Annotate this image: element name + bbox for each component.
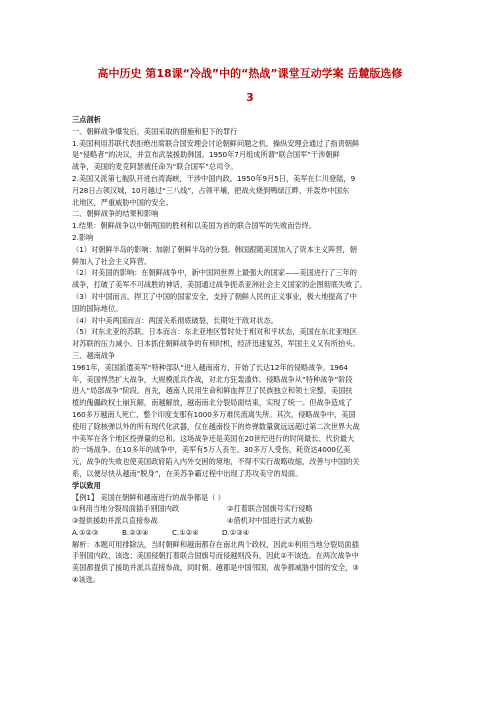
body-line: （1）对朝鲜半岛的影响：加剧了朝鲜半岛的分裂。韩国跟随美国加入了资本主义阵营，朝 <box>72 244 357 254</box>
option-row <box>72 515 432 527</box>
body-line: 是“侵略者”的决议，并宣布武装援助韩国。1950年7月组成所谓“联合国军”干涉朝鲜 <box>72 150 340 160</box>
analysis-line: ④该选。 <box>72 575 101 585</box>
body-line: 2.美国又派第七舰队开进台湾海峡，干涉中国内政。1950年9月5日，美军在仁川登陆，9 <box>72 173 356 183</box>
body-line: 2.影响 <box>72 232 94 242</box>
body-line: 中美军在各个地区投弹量的总和。这场战争还是美国在20世纪进行的时间最长、代价最大 <box>72 433 355 443</box>
option-item: ③提供援助并派兵直接参战 <box>72 516 158 526</box>
body-line: （4）对中美两国而言：两国关系彻底破裂，长期处于敌对状态。 <box>72 315 278 325</box>
body-line: 战争，打破了美军不可战胜的神话，美国通过战争扼杀亚洲社会主义国家的企图彻底失败了。 <box>72 280 367 290</box>
body-line: 1.结果：朝鲜战争以中朝两国的胜利和以美国为首的联合国军的失败而告终。 <box>72 221 317 231</box>
body-line: 一、朝鲜战争爆发后，美国采取的措施和犯下的罪行 <box>72 126 238 136</box>
answer-choice: B.②③④ <box>122 527 149 537</box>
option-row <box>72 503 432 515</box>
answer-choice: D.①③④ <box>222 527 250 537</box>
body-line: 北地区，严重威胁中国的安全。 <box>72 197 173 207</box>
answer-choice: C.①②④ <box>172 527 199 537</box>
body-line: 月28日占领汉城，10月越过“三八线”，占领平壤，把战火烧到鸭绿江畔，并轰炸中国东 <box>72 185 350 195</box>
body-line: 鲜加入了社会主义阵营。 <box>72 256 152 266</box>
body-line: 战争，美国的麦克阿瑟被任命为“联合国军”总司令。 <box>72 162 238 172</box>
analysis-text <box>72 539 432 586</box>
analysis-line: 美国都提供了援助并派兵直接参战，同时朝、越都是中国邻国，战争都威胁中国的安全，③ <box>72 563 359 573</box>
document-title: 高中历史 第18课“冷战”中的“热战”课堂互动学案 岳麓版选修 <box>97 67 403 80</box>
answer-choices <box>72 527 432 539</box>
body-line: 三点剖析 <box>72 115 101 124</box>
body-line: 三、越南战争 <box>72 350 116 360</box>
body-line: 国的国际地位。 <box>72 303 123 313</box>
body-line: 年，美国悍然扩大战争，大规模派兵作战，对北方狂轰滥炸。侵略战争从“特种战争”阶段 <box>72 374 353 384</box>
body-line: 系，以便尽快从越南“脱身”，在美苏争霸过程中出现了苏攻美守的局面。 <box>72 468 303 478</box>
option-item: ①利用当地分裂局面插手别国内政 <box>72 504 180 514</box>
body-line: （2）对美国的影响：在朝鲜战争中，新中国同世界上最强大的国家——美国进行了三年的 <box>72 268 357 278</box>
body-line: （5）对东北亚的苏联、日本而言：东北亚地区暂时处于相对和平状态，美国在东北亚地区 <box>72 327 357 337</box>
document-body <box>72 114 432 586</box>
body-line: 植的傀儡政权土崩瓦解，南越解放，越南南北分裂局面结束，实现了统一。但战争造成了 <box>72 398 353 408</box>
body-line: 使用了除核弹以外的所有现代化武器，仅在越南投下的炸弹数量就远远超过第二次世界大战 <box>72 421 360 431</box>
body-line: 对苏联的压力减小。日本抓住朝鲜战争的有利时机，经济迅速复苏，军国主义又有所抬头。 <box>72 339 360 349</box>
body-line: 160多万越南人死亡，整个印度支那有1000多万难民流离失所。其次，侵略战争中，美国 <box>72 409 356 419</box>
body-lines <box>72 114 432 503</box>
body-line: 二、朝鲜战争的结果和影响 <box>72 209 159 219</box>
analysis-line: 手别国内政，该选；美国侵朝打着联合国旗号而侵越则没有，因此②不该选。在两次战争中 <box>72 551 359 561</box>
answer-choice: A.①②③ <box>72 527 99 537</box>
body-line: （3）对中国而言，捍卫了中国的国家安全，支持了朝鲜人民的正义事业，极大地提高了中 <box>72 291 357 301</box>
body-line: 元，战争的失败也使美国政府陷入内外交困的境地，不得不实行战略收缩，改善与中国的关 <box>72 457 360 467</box>
body-line: 【例1】 美国在朝鲜和越南进行的战争都是（ ） <box>72 492 225 502</box>
body-line: 的一场战争。在10多年的战争中，美军有5万人丧生、30多万人受伤，耗资达4000亿美 <box>72 445 351 455</box>
document-title-continued: 3 <box>246 91 254 104</box>
analysis-line: 解析：本题可用排除法，当时朝鲜和越南都存在南北两个政权，因此①利用当地分裂局面插 <box>72 539 359 549</box>
body-line: 1.美国利用苏联代表拒绝出席联合国安理会讨论朝鲜问题之机，操纵安理会通过了指责朝鲜 <box>72 138 360 148</box>
option-item: ④借机对中国进行武力威胁 <box>227 516 313 526</box>
body-line: 进入“局部战争”阶段。首先，越南人民用生命和鲜血捍卫了民族独立和领土完整，美国扶 <box>72 386 353 396</box>
body-line: 学以致用 <box>72 480 101 490</box>
body-line: 1961年，美国派遣美军“特种部队”进入越南南方，开始了长达12年的侵略战争。1964 <box>72 362 348 372</box>
option-item: ②打着联合国旗号实行侵略 <box>227 504 313 514</box>
question-options <box>72 503 432 527</box>
